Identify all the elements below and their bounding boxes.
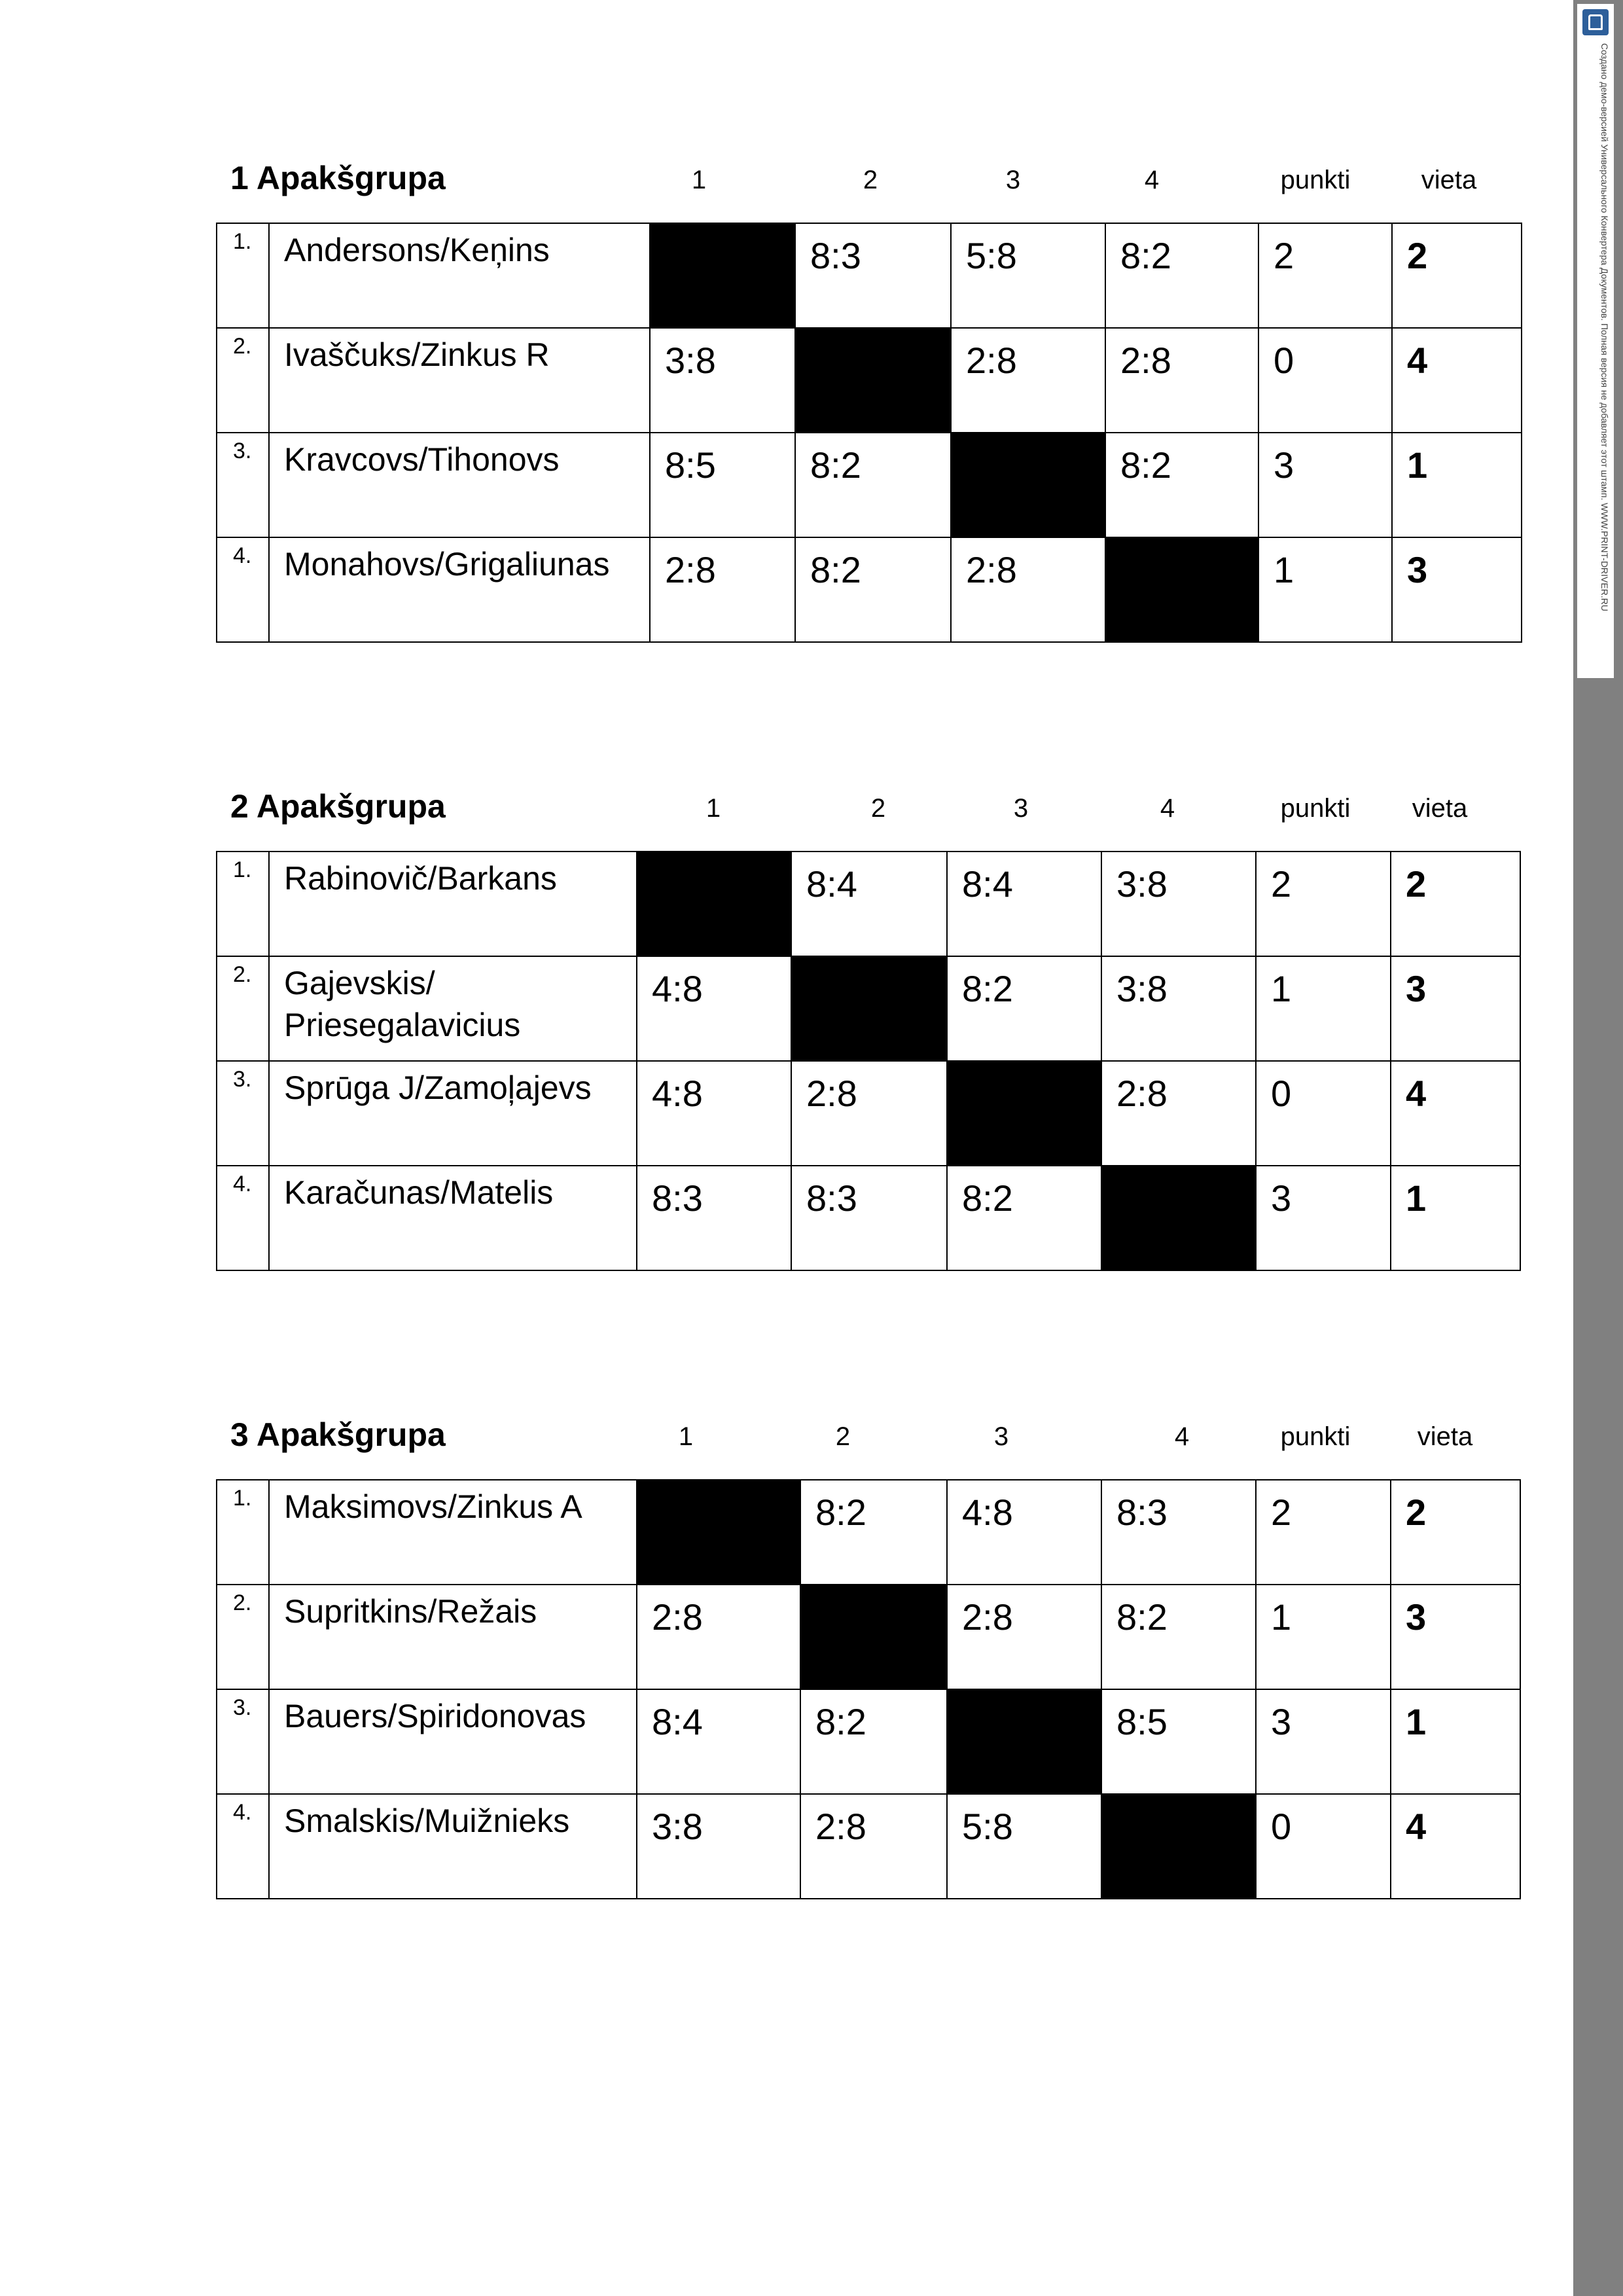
self-match-cell — [947, 1061, 1101, 1166]
points-cell: 1 — [1256, 1585, 1391, 1689]
team-name: Rabinovič/Barkans — [269, 852, 637, 956]
score-cell: 8:2 — [947, 956, 1101, 1061]
col-header-4: 4 — [1174, 1422, 1190, 1451]
demo-stamp-text: Создано демо-версией Универсального Конвертера Документов. Полная версия не добавляет этот штамп. WWW.PRINT-DRIVER.RU — [1599, 43, 1610, 611]
row-number: 1. — [217, 223, 269, 328]
table-row — [217, 1061, 1520, 1166]
place-cell: 1 — [1391, 1689, 1520, 1794]
table-row — [217, 537, 1522, 642]
self-match-cell — [1101, 1166, 1256, 1270]
row-number: 3. — [217, 1061, 269, 1166]
score-cell: 3:8 — [650, 328, 795, 433]
self-match-cell — [947, 1689, 1101, 1794]
table-row — [217, 433, 1522, 537]
score-cell: 4:8 — [637, 1061, 791, 1166]
points-cell: 0 — [1258, 328, 1392, 433]
score-cell: 2:8 — [650, 537, 795, 642]
self-match-cell — [637, 1480, 800, 1585]
row-number: 4. — [217, 537, 269, 642]
team-name: Kravcovs/Tihonovs — [269, 433, 650, 537]
place-cell: 3 — [1391, 1585, 1520, 1689]
demo-stamp — [1577, 4, 1614, 678]
col-header-4: 4 — [1144, 166, 1160, 194]
row-number: 2. — [217, 956, 269, 1061]
score-cell: 8:3 — [791, 1166, 947, 1270]
score-cell: 8:3 — [1101, 1480, 1256, 1585]
score-cell: 8:3 — [637, 1166, 791, 1270]
row-number: 1. — [217, 852, 269, 956]
table-row — [217, 328, 1522, 433]
col-header-3: 3 — [993, 1422, 1009, 1451]
team-name: Bauers/Spiridonovas — [269, 1689, 637, 1794]
self-match-cell — [1105, 537, 1258, 642]
team-name: Smalskis/Muižnieks — [269, 1794, 637, 1899]
score-cell: 8:2 — [947, 1166, 1101, 1270]
row-number: 3. — [217, 1689, 269, 1794]
team-name: Karačunas/Matelis — [269, 1166, 637, 1270]
self-match-cell — [1101, 1794, 1256, 1899]
row-number: 1. — [217, 1480, 269, 1585]
col-header-4: 4 — [1160, 794, 1175, 823]
col-header-punkti: punkti — [1280, 166, 1351, 194]
score-cell: 2:8 — [1101, 1061, 1256, 1166]
score-cell: 8:2 — [800, 1480, 947, 1585]
team-name: Supritkins/Režais — [269, 1585, 637, 1689]
self-match-cell — [800, 1585, 947, 1689]
team-name: Maksimovs/Zinkus A — [269, 1480, 637, 1585]
score-cell: 8:2 — [1105, 433, 1258, 537]
place-cell: 1 — [1391, 1166, 1520, 1270]
points-cell: 2 — [1258, 223, 1392, 328]
score-cell: 8:2 — [800, 1689, 947, 1794]
row-number: 4. — [217, 1166, 269, 1270]
row-number: 2. — [217, 1585, 269, 1689]
table-row — [217, 1166, 1520, 1270]
table-row — [217, 956, 1520, 1061]
score-cell: 8:2 — [795, 537, 951, 642]
points-cell: 1 — [1258, 537, 1392, 642]
score-cell: 2:8 — [800, 1794, 947, 1899]
group-title: 1 Apakšgrupa — [230, 160, 446, 196]
col-header-2: 2 — [835, 1422, 851, 1451]
team-name: Monahovs/Grigaliunas — [269, 537, 650, 642]
col-header-vieta: vieta — [1421, 166, 1477, 194]
score-cell: 4:8 — [637, 956, 791, 1061]
points-cell: 0 — [1256, 1061, 1391, 1166]
place-cell: 4 — [1391, 1061, 1520, 1166]
score-cell: 8:3 — [795, 223, 951, 328]
points-cell: 2 — [1256, 852, 1391, 956]
score-cell: 8:5 — [1101, 1689, 1256, 1794]
score-cell: 8:5 — [650, 433, 795, 537]
table-row — [217, 1689, 1520, 1794]
score-cell: 8:4 — [947, 852, 1101, 956]
place-cell: 2 — [1392, 223, 1522, 328]
place-cell: 1 — [1392, 433, 1522, 537]
table-row — [217, 1480, 1520, 1585]
team-name: Gajevskis/ Priesegalavicius — [269, 956, 637, 1061]
score-cell: 2:8 — [951, 537, 1105, 642]
self-match-cell — [951, 433, 1105, 537]
points-cell: 3 — [1258, 433, 1392, 537]
col-header-2: 2 — [870, 794, 886, 823]
team-name: Sprūga J/Zamoļajevs — [269, 1061, 637, 1166]
group-title: 2 Apakšgrupa — [230, 788, 446, 825]
score-cell: 8:4 — [637, 1689, 800, 1794]
col-header-punkti: punkti — [1280, 794, 1351, 823]
points-cell: 2 — [1256, 1480, 1391, 1585]
table-row — [217, 852, 1520, 956]
place-cell: 3 — [1392, 537, 1522, 642]
points-cell: 3 — [1256, 1166, 1391, 1270]
score-cell: 8:2 — [1101, 1585, 1256, 1689]
team-name: Andersons/Keņins — [269, 223, 650, 328]
points-cell: 1 — [1256, 956, 1391, 1061]
table-row — [217, 1585, 1520, 1689]
score-cell: 3:8 — [1101, 852, 1256, 956]
results-table — [216, 1479, 1521, 1899]
col-header-punkti: punkti — [1280, 1422, 1351, 1451]
converter-logo-icon — [1582, 9, 1609, 35]
results-table — [216, 851, 1521, 1271]
score-cell: 2:8 — [951, 328, 1105, 433]
score-cell: 3:8 — [1101, 956, 1256, 1061]
place-cell: 4 — [1392, 328, 1522, 433]
self-match-cell — [795, 328, 951, 433]
row-number: 3. — [217, 433, 269, 537]
place-cell: 2 — [1391, 1480, 1520, 1585]
score-cell: 2:8 — [791, 1061, 947, 1166]
self-match-cell — [650, 223, 795, 328]
place-cell: 2 — [1391, 852, 1520, 956]
col-header-3: 3 — [1013, 794, 1029, 823]
row-number: 2. — [217, 328, 269, 433]
group-title: 3 Apakšgrupa — [230, 1416, 446, 1453]
col-header-vieta: vieta — [1412, 794, 1468, 823]
points-cell: 3 — [1256, 1689, 1391, 1794]
score-cell: 2:8 — [637, 1585, 800, 1689]
place-cell: 4 — [1391, 1794, 1520, 1899]
self-match-cell — [791, 956, 947, 1061]
col-header-1: 1 — [691, 166, 707, 194]
score-cell: 3:8 — [637, 1794, 800, 1899]
place-cell: 3 — [1391, 956, 1520, 1061]
table-row — [217, 223, 1522, 328]
score-cell: 2:8 — [1105, 328, 1258, 433]
team-name: Ivaščuks/Zinkus R — [269, 328, 650, 433]
score-cell: 5:8 — [947, 1794, 1101, 1899]
self-match-cell — [637, 852, 791, 956]
col-header-vieta: vieta — [1417, 1422, 1473, 1451]
score-cell: 2:8 — [947, 1585, 1101, 1689]
score-cell: 4:8 — [947, 1480, 1101, 1585]
results-table — [216, 223, 1522, 643]
table-row — [217, 1794, 1520, 1899]
score-cell: 5:8 — [951, 223, 1105, 328]
col-header-1: 1 — [705, 794, 721, 823]
score-cell: 8:4 — [791, 852, 947, 956]
col-header-1: 1 — [678, 1422, 694, 1451]
col-header-3: 3 — [1005, 166, 1021, 194]
score-cell: 8:2 — [1105, 223, 1258, 328]
col-header-2: 2 — [863, 166, 878, 194]
row-number: 4. — [217, 1794, 269, 1899]
score-cell: 8:2 — [795, 433, 951, 537]
points-cell: 0 — [1256, 1794, 1391, 1899]
